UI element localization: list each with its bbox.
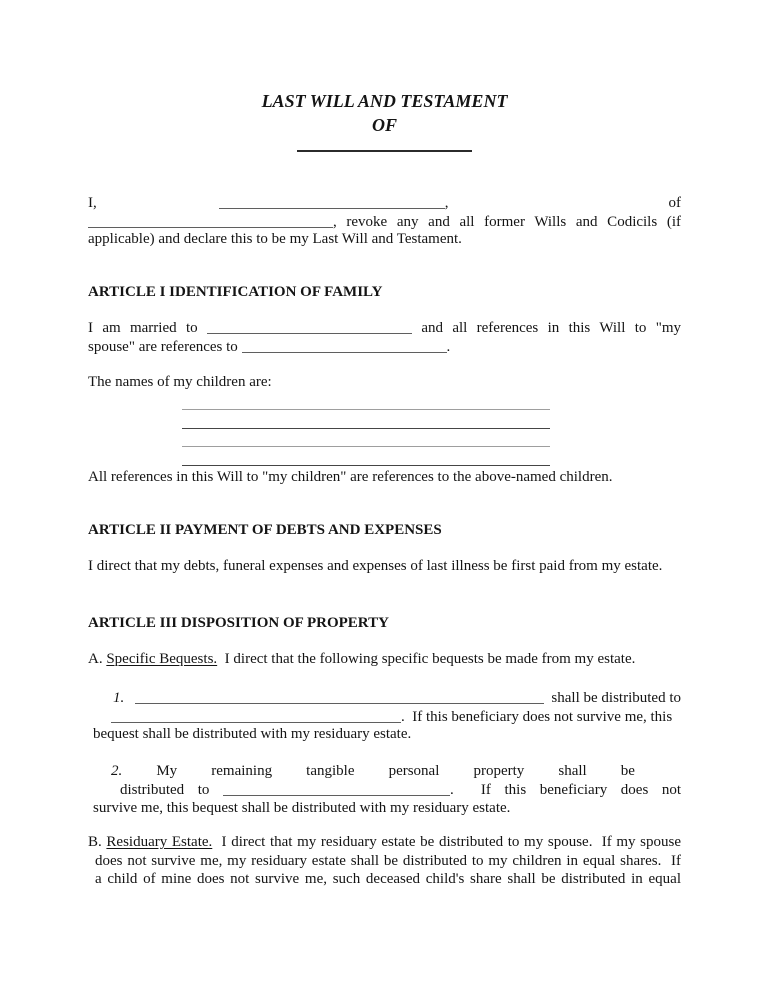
bequest-2-word: property xyxy=(473,762,525,779)
testator-name-blank xyxy=(219,195,445,209)
opening-comma: , xyxy=(444,195,449,211)
bequest-2-line-1 xyxy=(111,762,635,781)
bequest-2-marker: 2. xyxy=(111,762,123,779)
opening-revoke-text: , revoke any and all former Wills and Codicils (if xyxy=(333,213,681,230)
opening-line-3: applicable) and declare this to be my Last Will and Testament. xyxy=(88,231,462,247)
residuary-line-1 xyxy=(88,833,681,852)
bequest-2-word: be xyxy=(620,762,635,779)
article-2-heading: ARTICLE II PAYMENT OF DEBTS AND EXPENSES xyxy=(88,522,442,538)
residuary-text-1: I direct that my residuary estate be distributed to my spouse. If my spouse xyxy=(212,834,681,850)
bequest-1-marker: 1. xyxy=(113,690,125,706)
opening-paragraph xyxy=(88,193,681,249)
married-post: and all references in this Will to "my xyxy=(421,320,681,336)
opening-line-1 xyxy=(88,193,681,212)
child-name-blank-3 xyxy=(182,446,550,447)
bequest-1-after-blank: shall be distributed to xyxy=(551,690,681,706)
article-3-heading: ARTICLE III DISPOSITION OF PROPERTY xyxy=(88,615,389,631)
bequest-2-word: remaining xyxy=(211,762,273,779)
child-name-blank-4 xyxy=(182,465,550,466)
opening-line-2 xyxy=(88,212,681,231)
spouse-ref-blank xyxy=(242,339,447,353)
marriage-paragraph xyxy=(88,318,681,355)
married-line-1 xyxy=(88,318,681,337)
child-name-row-1 xyxy=(88,392,681,411)
specific-bequests-paragraph xyxy=(88,650,681,669)
child-name-blank-2 xyxy=(182,428,550,429)
bequest-2-beneficiary-blank xyxy=(223,782,450,796)
children-name-blanks xyxy=(88,392,681,466)
opening-pre: I, xyxy=(88,195,97,211)
bequest-2-survive-text: . If this beneficiary does not xyxy=(450,782,681,798)
bequest-1-line-3: bequest shall be distributed with my residuary estate. xyxy=(93,726,412,742)
bequest-2-line-2 xyxy=(120,780,681,799)
bequest-2-word: shall xyxy=(558,762,587,779)
residuary-marker: B. xyxy=(88,834,102,850)
bequest-2-word: My xyxy=(156,762,178,779)
children-reference-note: All references in this Will to "my children" are references to the above-named children. xyxy=(88,468,613,485)
spouse-ref-pre: spouse" are references to xyxy=(88,338,238,355)
married-line-2 xyxy=(88,337,681,356)
document-title: LAST WILL AND TESTAMENT xyxy=(261,91,508,111)
article-1-heading: ARTICLE I IDENTIFICATION OF FAMILY xyxy=(88,283,383,300)
residuary-line-2: does not survive me, my residuary estate shall be distributed to my children in equal shares. If xyxy=(95,852,681,869)
specific-bequests-label: Specific Bequests. xyxy=(106,650,218,667)
child-name-row-3 xyxy=(88,429,681,448)
spouse-ref-period: . xyxy=(446,338,451,355)
article-2-body: I direct that my debts, funeral expenses and expenses of last illness be first paid from my estate. xyxy=(88,557,663,574)
residuary-line-3: a child of mine does not survive me, such deceased child's share shall be distributed in equal xyxy=(95,871,681,887)
bequest-2-distributed-to: distributed to xyxy=(120,782,210,798)
child-name-row-2 xyxy=(88,410,681,429)
spouse-name-blank xyxy=(207,320,412,334)
document-title-of: OF xyxy=(371,115,397,135)
specific-bequests-text: I direct that the following specific bequests be made from my estate. xyxy=(217,650,636,667)
bequest-2-word: tangible xyxy=(306,762,355,779)
specific-bequests-marker: A. xyxy=(88,650,103,667)
bequest-1-line-2 xyxy=(111,707,681,726)
testator-name-field xyxy=(219,193,449,212)
bequest-2-word: personal xyxy=(388,762,440,779)
testator-title-name-row xyxy=(88,137,681,152)
child-name-row-4 xyxy=(88,447,681,466)
residuary-label: Residuary Estate. xyxy=(106,834,213,850)
bequest-1-beneficiary-blank xyxy=(111,709,401,723)
opening-of: of xyxy=(668,195,681,211)
title-block xyxy=(88,89,681,152)
bequest-1-property-blank xyxy=(135,690,544,704)
bequest-item-1 xyxy=(88,688,681,744)
married-pre: I am married to xyxy=(88,320,198,336)
residuary-estate-paragraph xyxy=(88,833,681,889)
bequest-1-survive-text: . If this beneficiary does not survive me, this xyxy=(401,708,673,725)
children-intro: The names of my children are: xyxy=(88,374,272,390)
testator-address-blank xyxy=(88,214,333,228)
bequest-1-line-1 xyxy=(113,688,681,707)
testator-title-name-blank xyxy=(297,150,472,152)
child-name-blank-1 xyxy=(182,409,550,410)
bequest-2-line-3: survive me, this bequest shall be distributed with my residuary estate. xyxy=(93,799,511,816)
bequest-item-2 xyxy=(88,762,681,818)
